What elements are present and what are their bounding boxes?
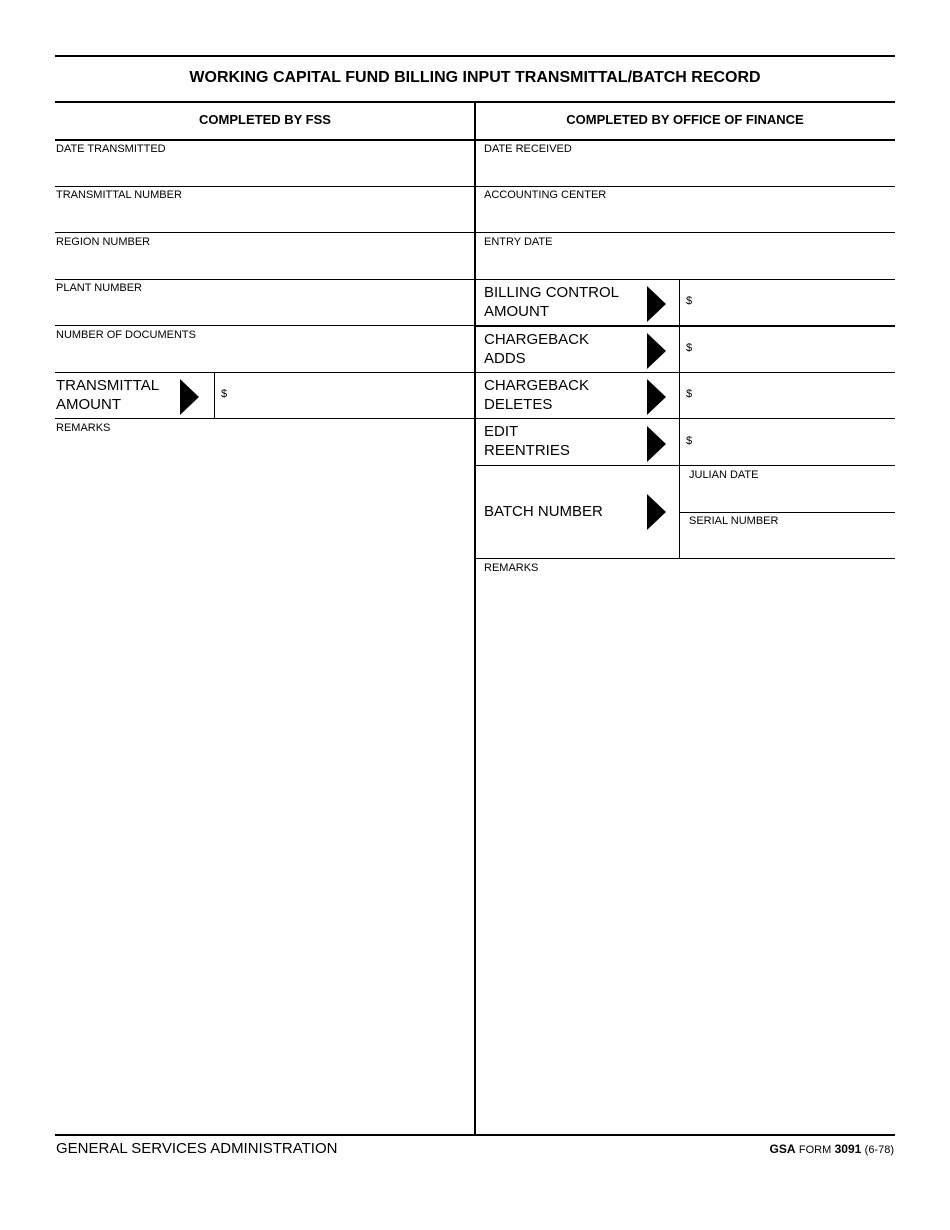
row-divider (55, 372, 475, 373)
transmittal-number-field[interactable] (56, 202, 472, 232)
arrow-right-icon (647, 286, 666, 322)
bottom-border (55, 1134, 895, 1136)
edit-reentries-field[interactable] (697, 421, 892, 463)
chargeback-deletes-field[interactable] (697, 374, 892, 416)
chargeback-adds-label-line1: CHARGEBACK (484, 331, 590, 348)
agency-name: GENERAL SERVICES ADMINISTRATION (56, 1140, 338, 1157)
row-divider (475, 558, 895, 559)
chargeback-adds-dollar: $ (686, 342, 693, 354)
edit-reentries-dollar: $ (686, 435, 693, 447)
arrow-right-icon (647, 333, 666, 369)
date-received-field[interactable] (484, 155, 892, 185)
plant-number-label: PLANT NUMBER (56, 282, 142, 294)
billing-control-field[interactable] (697, 281, 892, 323)
date-transmitted-field[interactable] (56, 155, 472, 185)
accounting-center-label: ACCOUNTING CENTER (484, 189, 607, 201)
form-number-value: 3091 (834, 1142, 862, 1156)
row-divider (55, 279, 475, 280)
julian-date-field[interactable] (689, 482, 892, 510)
transmittal-amount-label (56, 376, 159, 414)
billing-control-label (484, 283, 619, 321)
right-remarks-field[interactable] (484, 576, 892, 1132)
batch-number-label: BATCH NUMBER (484, 503, 603, 520)
number-of-documents-label: NUMBER OF DOCUMENTS (56, 329, 196, 341)
accounting-center-field[interactable] (484, 202, 892, 232)
row-divider (475, 232, 895, 233)
cell-divider (214, 372, 215, 418)
chargeback-deletes-label (484, 376, 589, 414)
number-of-documents-field[interactable] (56, 341, 472, 371)
serial-number-label: SERIAL NUMBER (689, 515, 779, 527)
arrow-right-icon (647, 494, 666, 530)
row-divider (55, 418, 475, 419)
edit-reentries-label (484, 422, 570, 460)
chargeback-deletes-dollar: $ (686, 388, 693, 400)
region-number-field[interactable] (56, 248, 472, 278)
form-date: (6-78) (864, 1144, 894, 1156)
row-divider (475, 186, 895, 187)
row-divider (475, 279, 895, 280)
region-number-label: REGION NUMBER (56, 236, 151, 248)
arrow-right-icon (647, 379, 666, 415)
row-divider (475, 465, 895, 466)
form-agency-abbr: GSA (769, 1142, 796, 1156)
transmittal-amount-dollar: $ (221, 388, 228, 400)
date-transmitted-label: DATE TRANSMITTED (56, 143, 166, 155)
row-divider (475, 372, 895, 373)
plant-number-field[interactable] (56, 295, 472, 325)
right-column-header: COMPLETED BY OFFICE OF FINANCE (566, 112, 804, 127)
top-border (55, 55, 895, 57)
billing-control-dollar: $ (686, 295, 693, 307)
billing-control-label-line1: BILLING CONTROL (484, 284, 620, 301)
entry-date-field[interactable] (484, 248, 892, 278)
transmittal-amount-field[interactable] (232, 374, 472, 416)
row-divider (55, 232, 475, 233)
left-column-header: COMPLETED BY FSS (199, 112, 331, 127)
form-title: WORKING CAPITAL FUND BILLING INPUT TRANSMITTAL/BATCH RECORD (189, 69, 761, 86)
chargeback-adds-label-line2: ADDS (484, 350, 526, 367)
row-divider (55, 186, 475, 187)
entry-date-label: ENTRY DATE (484, 236, 553, 248)
edit-reentries-label-line1: EDIT (484, 423, 519, 440)
form-number (770, 1142, 894, 1156)
row-divider (475, 325, 895, 327)
billing-control-label-line2: AMOUNT (484, 303, 549, 320)
row-divider (680, 512, 895, 513)
center-divider (474, 103, 476, 1135)
julian-date-label: JULIAN DATE (689, 469, 759, 481)
chargeback-deletes-label-line1: CHARGEBACK (484, 377, 590, 394)
chargeback-adds-field[interactable] (697, 328, 892, 370)
arrow-right-icon (647, 426, 666, 462)
serial-number-field[interactable] (689, 528, 892, 556)
right-remarks-label: REMARKS (484, 562, 539, 574)
row-divider (55, 325, 475, 326)
transmittal-amount-label-line1: TRANSMITTAL (56, 377, 160, 394)
chargeback-deletes-label-line2: DELETES (484, 396, 553, 413)
edit-reentries-label-line2: REENTRIES (484, 442, 570, 459)
left-remarks-label: REMARKS (56, 422, 111, 434)
transmittal-number-label: TRANSMITTAL NUMBER (56, 189, 182, 201)
row-divider (475, 418, 895, 419)
arrow-right-icon (180, 379, 199, 415)
date-received-label: DATE RECEIVED (484, 143, 572, 155)
left-remarks-field[interactable] (56, 436, 472, 1132)
transmittal-amount-label-line2: AMOUNT (56, 396, 121, 413)
chargeback-adds-label (484, 330, 589, 368)
form-word: FORM (798, 1144, 832, 1156)
